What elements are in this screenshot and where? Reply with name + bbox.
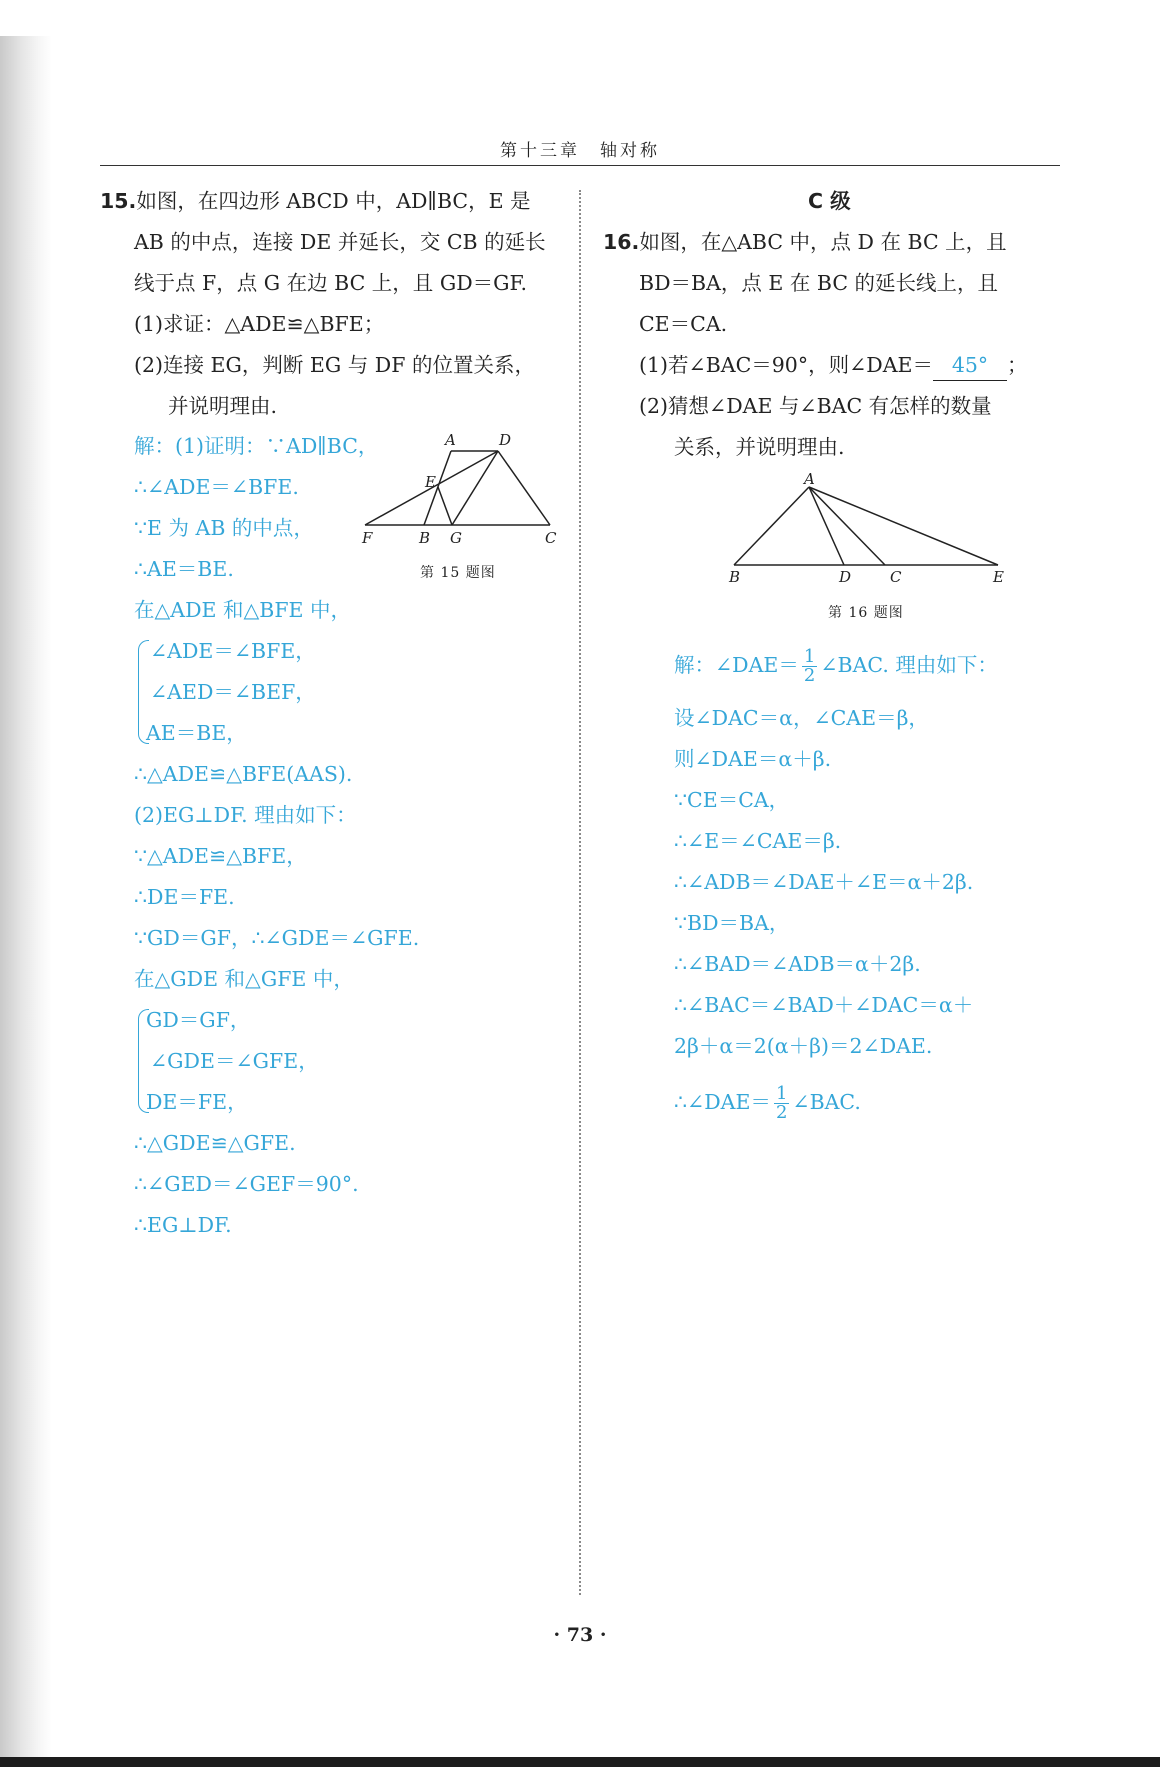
q15-sol-line-4: ∴AE＝BE. <box>134 557 234 581</box>
q15-sol-line-10: (2)EG⊥DF. 理由如下： <box>134 803 357 827</box>
q15-sol-line-16: ∠GDE＝∠GFE， <box>150 1049 319 1073</box>
q16-number: 16. <box>603 230 640 254</box>
q16-sol-line-9: ∴∠BAC＝∠BAD＋∠DAC＝α＋ <box>674 993 974 1017</box>
q16-sol-line-1 <box>674 648 998 685</box>
q15-figure <box>356 428 562 550</box>
q16-figure <box>720 470 1010 590</box>
q15-sol-line-19: ∴∠GED＝∠GEF＝90°. <box>134 1172 359 1196</box>
column-divider <box>579 190 581 1595</box>
q15-sol-line-7: ∠AED＝∠BEF， <box>150 680 316 704</box>
q15-sol-line-1: 解：(1)证明：∵AD∥BC， <box>134 434 379 458</box>
q15-line-1 <box>100 186 531 216</box>
q15-label-C: C <box>545 529 557 547</box>
q16-label-C: C <box>890 568 902 586</box>
q15-sol-line-3: ∵E 为 AB 的中点， <box>134 516 314 540</box>
q16-text-1: 如图，在△ABC 中，点 D 在 BC 上，且 <box>639 230 1007 254</box>
q16-sol-line-6: ∴∠ADB＝∠DAE＋∠E＝α＋2β. <box>674 870 974 894</box>
q15-label-G: G <box>450 529 462 547</box>
q16-line-1 <box>603 227 1007 257</box>
line-EG <box>438 487 452 525</box>
line-AB <box>734 487 809 565</box>
line-DC <box>498 451 550 525</box>
line-AC <box>809 487 885 565</box>
q15-sol-line-15: GD＝GF， <box>146 1008 251 1032</box>
q15-label-F: F <box>362 529 373 547</box>
q15-sol-line-9: ∴△ADE≌△BFE(AAS). <box>134 762 353 786</box>
q16-sol-final <box>674 1085 861 1122</box>
bottom-bar <box>0 1757 1160 1767</box>
q15-label-B: B <box>419 529 431 547</box>
q15-line-2: AB 的中点，连接 DE 并延长，交 CB 的延长 <box>134 230 546 254</box>
q16-part-2-line-2: 关系，并说明理由. <box>674 435 845 459</box>
q16-sol-line-4: ∵CE＝CA， <box>674 788 790 812</box>
fraction-denominator: 2 <box>803 665 816 686</box>
q16-figure-caption: 第 16 题图 <box>828 605 904 621</box>
q16-sol-line-1-suffix: ∠BAC. 理由如下： <box>820 653 998 677</box>
q15-part-2-line-1: (2)连接 EG，判断 EG 与 DF 的位置关系， <box>134 353 535 377</box>
q15-sol-line-14: 在△GDE 和△GFE 中， <box>134 967 354 991</box>
q15-number: 15. <box>100 189 137 213</box>
q16-label-B: B <box>729 568 741 586</box>
q16-part-2-line-1: (2)猜想∠DAE 与∠BAC 有怎样的数量 <box>639 394 992 418</box>
q16-figure-lines <box>734 487 998 565</box>
q16-part-1 <box>639 350 1028 381</box>
q15-label-D: D <box>499 431 512 449</box>
q16-part-1-suffix: ； <box>1007 353 1028 377</box>
q15-sol-line-17: DE＝FE， <box>146 1090 248 1114</box>
chapter-header: 第十三章 轴对称 <box>500 141 660 161</box>
fraction-numerator: 1 <box>803 646 816 667</box>
q16-sol-line-2: 设∠DAC＝α，∠CAE＝β， <box>674 706 929 730</box>
header-rule <box>100 165 1060 166</box>
q15-figure-caption: 第 15 题图 <box>420 565 496 581</box>
q15-sol-line-20: ∴EG⊥DF. <box>134 1213 232 1237</box>
q15-sol-line-2: ∴∠ADE＝∠BFE. <box>134 475 299 499</box>
fraction-numerator: 1 <box>775 1083 788 1104</box>
one-half-fraction <box>802 648 817 685</box>
level-c-heading: C 级 <box>808 189 851 213</box>
q16-label-D: D <box>839 568 852 586</box>
q15-sol-line-5: 在△ADE 和△BFE 中， <box>134 598 352 622</box>
page-edge-shadow <box>0 0 52 1767</box>
q15-label-E: E <box>425 473 436 491</box>
q16-sol-final-prefix: ∴∠DAE＝ <box>674 1090 771 1114</box>
one-half-fraction-final <box>774 1085 789 1122</box>
q16-sol-line-5: ∴∠E＝∠CAE＝β. <box>674 829 842 853</box>
q15-sol-line-13: ∵GD＝GF，∴∠GDE＝∠GFE. <box>134 926 420 950</box>
q16-sol-line-10: 2β＋α＝2(α＋β)＝2∠DAE. <box>674 1034 933 1058</box>
page-number: · 73 · <box>553 1624 607 1646</box>
q16-label-A: A <box>804 470 815 488</box>
fraction-denominator: 2 <box>775 1102 788 1123</box>
q15-sol-line-6: ∠ADE＝∠BFE， <box>150 639 316 663</box>
q16-sol-line-3: 则∠DAE＝α＋β. <box>674 747 832 771</box>
q16-label-E: E <box>993 568 1004 586</box>
q16-sol-line-8: ∴∠BAD＝∠ADB＝α＋2β. <box>674 952 921 976</box>
q16-line-2: BD＝BA，点 E 在 BC 的延长线上，且 <box>639 271 999 295</box>
q15-sol-line-8: AE＝BE， <box>146 721 247 745</box>
q16-sol-line-1-prefix: 解：∠DAE＝ <box>674 653 799 677</box>
q15-sol-line-11: ∵△ADE≌△BFE， <box>134 844 307 868</box>
q15-text-1: 如图，在四边形 ABCD 中，AD∥BC，E 是 <box>136 189 531 213</box>
q15-part-1: (1)求证：△ADE≌△BFE； <box>134 312 385 336</box>
top-strip <box>0 0 1160 36</box>
line-AE <box>809 487 998 565</box>
q15-sol-line-12: ∴DE＝FE. <box>134 885 235 909</box>
q16-sol-line-7: ∵BD＝BA， <box>674 911 790 935</box>
q16-part-1-text: (1)若∠BAC＝90°，则∠DAE＝ <box>639 353 933 377</box>
q16-line-3: CE＝CA. <box>639 312 728 336</box>
q16-answer-blank: 45° <box>933 350 1007 381</box>
q15-part-2-line-2: 并说明理由. <box>168 394 278 418</box>
q15-sol-line-18: ∴△GDE≌△GFE. <box>134 1131 296 1155</box>
line-DG <box>452 451 498 525</box>
q15-line-3: 线于点 F，点 G 在边 BC 上，且 GD＝GF. <box>134 271 528 295</box>
q15-label-A: A <box>445 431 456 449</box>
q16-sol-final-suffix: ∠BAC. <box>792 1090 861 1114</box>
q15-figure-lines <box>365 451 550 525</box>
